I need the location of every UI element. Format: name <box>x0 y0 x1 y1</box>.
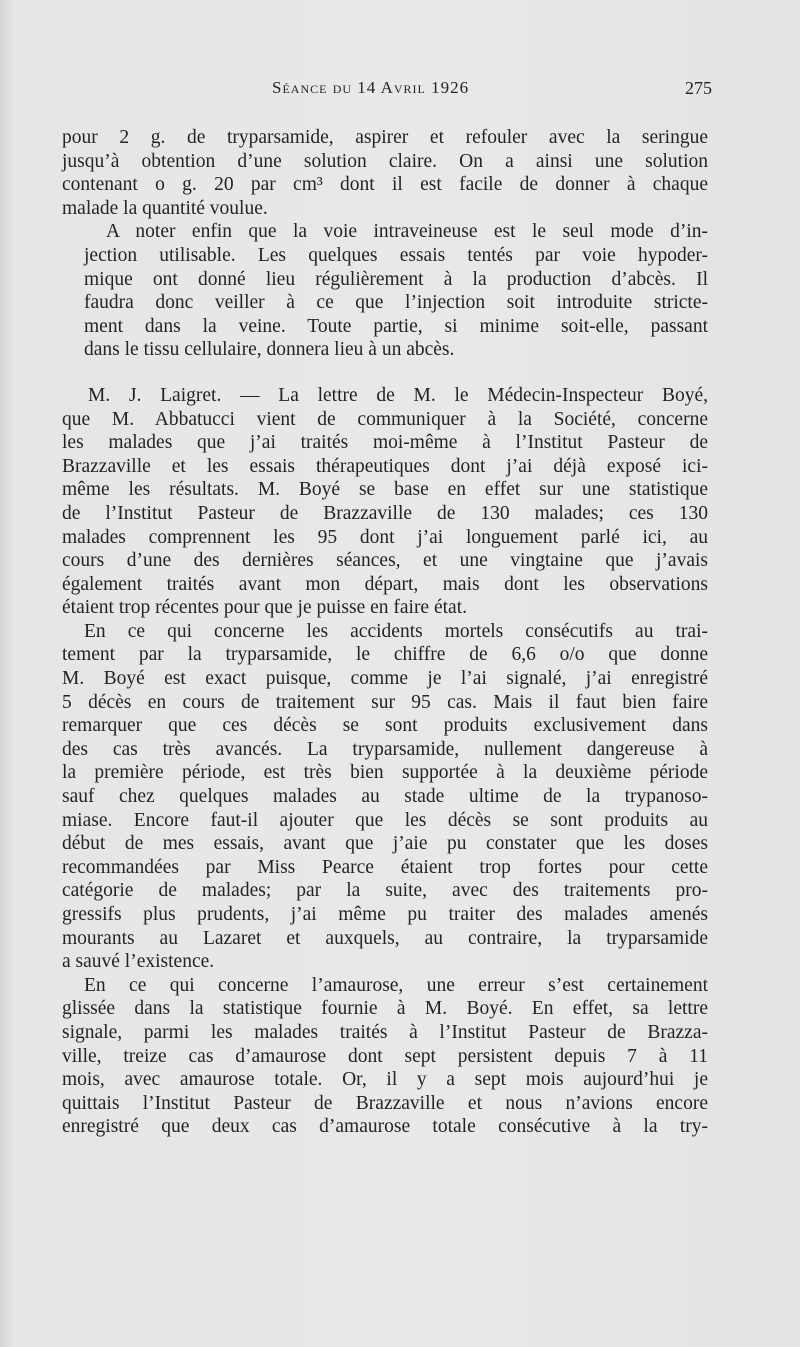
page-header <box>62 78 712 108</box>
text-line: dans le tissu cellulaire, donnera lieu à un abcès. <box>84 339 455 361</box>
text-line: de l’Institut Pasteur de Brazzaville de 130 malades; ces 130 <box>62 502 708 524</box>
text-line: faudra donc veiller à ce que l’injection soit introduite stricte- <box>84 292 708 314</box>
text-line: cours d’une des dernières séances, et une vingtaine que j’avais <box>62 550 708 572</box>
text-line: mourants au Lazaret et auxquels, au contraire, la tryparsamide <box>62 927 708 949</box>
text-line: remarquer que ces décès se sont produits exclusivement dans <box>62 715 708 737</box>
text-line: malade la quantité voulue. <box>62 197 268 219</box>
text-line: jusqu’à obtention d’une solution claire. On a ainsi une solution <box>62 150 708 172</box>
text-line: quittais l’Institut Pasteur de Brazzaville et nous n’avions encore <box>62 1092 708 1114</box>
page-number: 275 <box>685 78 712 98</box>
paragraph-gap <box>62 362 708 384</box>
text-line: A noter enfin que la voie intraveineuse est le seul mode d’in- <box>106 221 708 243</box>
text-line: étaient trop récentes pour que je puisse en faire état. <box>62 597 467 619</box>
text-line: les malades que j’ai traités moi-même à l’Institut Pasteur de <box>62 432 708 454</box>
text-line: contenant o g. 20 par cm³ dont il est facile de donner à chaque <box>62 174 708 196</box>
text-line: tement par la tryparsamide, le chiffre de 6,6 o/o que donne <box>62 644 708 666</box>
text-line: des cas très avancés. La tryparsamide, nullement dangereuse à <box>62 738 708 760</box>
text-line: a sauvé l’existence. <box>62 951 215 973</box>
paragraph-1 <box>62 126 708 220</box>
text-line: En ce qui concerne les accidents mortels consécutifs au trai- <box>84 620 708 642</box>
text-line: jection utilisable. Les quelques essais tentés par voie hypoder- <box>84 244 708 266</box>
running-head: Séance du 14 Avril 1926 <box>272 78 470 97</box>
text-line: pour 2 g. de tryparsamide, aspirer et refouler avec la seringue <box>62 127 708 148</box>
text-line: la première période, est très bien supportée à la deuxième période <box>62 762 708 784</box>
text-line: mique ont donné lieu régulièrement à la production d’abcès. Il <box>84 268 708 290</box>
paragraph-5 <box>62 974 708 1139</box>
text-line: malades comprennent les 95 dont j’ai longuement parlé ici, au <box>62 526 708 548</box>
body-text <box>62 126 708 1139</box>
text-line: catégorie de malades; par la suite, avec des traitements pro- <box>62 880 708 902</box>
text-line: même les résultats. M. Boyé se base en effet sur une statistique <box>62 479 708 501</box>
text-line: début de mes essais, avant que j’aie pu constater que les doses <box>62 833 708 855</box>
text-line: recommandées par Miss Pearce étaient trop fortes pour cette <box>62 856 708 878</box>
text-line: ville, treize cas d’amaurose dont sept persistent depuis 7 à 11 <box>62 1045 708 1067</box>
text-line: glissée dans la statistique fournie à M. Boyé. En effet, sa lettre <box>62 998 708 1020</box>
text-line: signale, parmi les malades traités à l’Institut Pasteur de Brazza- <box>62 1021 708 1043</box>
text-line: que M. Abbatucci vient de communiquer à la Société, concerne <box>62 408 708 430</box>
text-line: enregistré que deux cas d’amaurose totale consécutive à la try- <box>62 1116 708 1138</box>
text-line: M. Boyé est exact puisque, comme je l’ai signalé, j’ai enregistré <box>62 668 708 690</box>
text-line: Brazzaville et les essais thérapeutiques dont j’ai déjà exposé ici- <box>62 455 708 477</box>
text-line: M. J. Laigret. — La lettre de M. le Médecin-Inspecteur Boyé, <box>88 384 708 406</box>
paragraph-2 <box>62 220 708 362</box>
paragraph-3 <box>62 384 708 620</box>
text-line: gressifs plus prudents, j’ai même pu traiter des malades amenés <box>62 904 708 925</box>
text-line: 5 décès en cours de traitement sur 95 cas. Mais il faut bien faire <box>62 691 708 713</box>
text-line: ment dans la veine. Toute partie, si minime soit-elle, passant <box>84 315 708 337</box>
text-line: En ce qui concerne l’amaurose, une erreur s’est certainement <box>84 974 708 996</box>
text-line: mois, avec amaurose totale. Or, il y a sept mois aujourd’hui je <box>62 1069 708 1091</box>
paragraph-4 <box>62 620 708 974</box>
text-line: miase. Encore faut-il ajouter que les décès se sont produits au <box>62 809 708 831</box>
text-line: sauf chez quelques malades au stade ultime de la trypanoso- <box>62 786 708 808</box>
text-line: également traités avant mon départ, mais dont les observations <box>62 573 708 595</box>
